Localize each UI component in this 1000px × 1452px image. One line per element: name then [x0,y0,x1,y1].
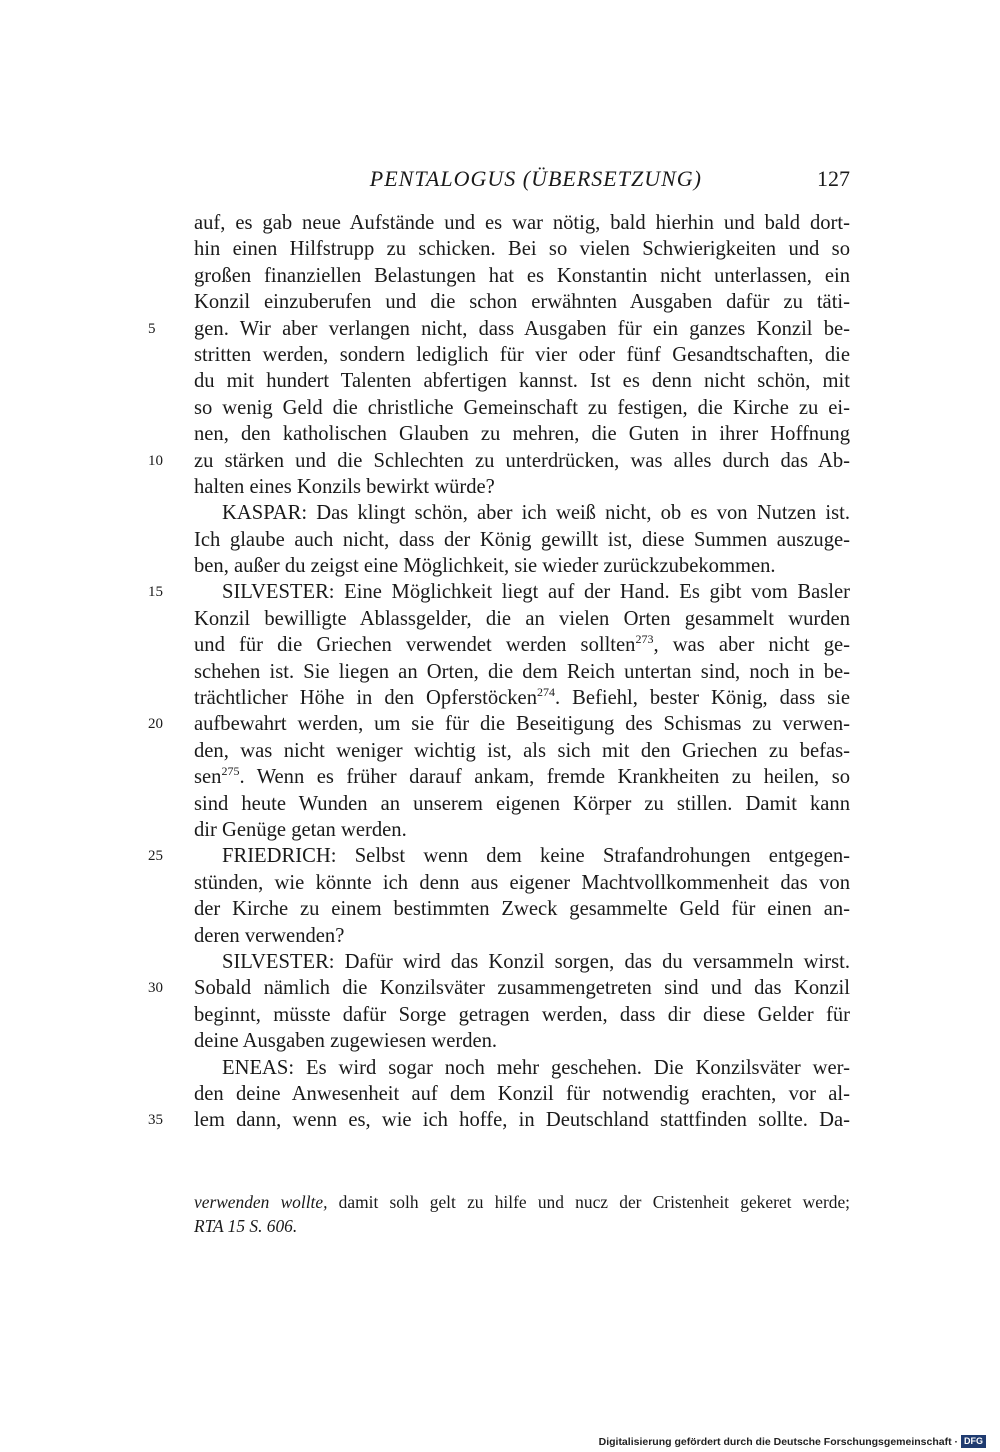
text-line [194,738,850,764]
line-text [194,632,850,658]
line-segment: lem dann, wenn es, wie ich hoffe, in Deutschland stattfinden sollte. Da- [194,1109,850,1132]
line-text [194,263,850,289]
line-text [194,659,850,685]
line-text [194,1028,850,1054]
footnote-line [194,1190,850,1214]
text-line [194,553,850,579]
line-segment: Konzil bewilligte Ablassgelder, die an vielen Orten gesammelt wurden [194,607,850,630]
line-text [194,711,850,737]
line-number: 35 [148,1112,163,1129]
text-line [148,843,850,869]
line-text [194,1055,850,1081]
line-text [194,342,850,368]
text-line [194,474,850,500]
line-text [194,738,850,764]
footnote-italic: verwenden wollte, [194,1192,328,1212]
running-title: PENTALOGUS (ÜBERSETZUNG) [369,166,702,191]
line-text [194,1081,850,1107]
line-text [194,368,850,394]
line-segment: sen [194,766,222,789]
line-text [194,843,850,869]
line-text [194,949,850,975]
line-segment: FRIEDRICH: Selbst wenn dem keine Strafandrohungen entgegen- [222,845,850,868]
line-text [194,448,850,474]
line-text [194,553,850,579]
line-segment: trächtlicher Höhe in den Opferstöcken [194,687,537,710]
line-text [194,1107,850,1133]
line-segment: zu stärken und die Schlechten zu unterdrücken, was alles durch das Ab- [194,449,850,472]
line-number: 25 [148,848,163,865]
line-text [194,579,850,605]
text-line [194,923,850,949]
line-segment: stritten werden, sondern lediglich für vier oder fünf Gesandtschaften, die [194,343,850,366]
text-line [148,975,850,1001]
line-number: 10 [148,452,163,469]
line-number: 30 [148,980,163,997]
line-text [194,316,850,342]
text-line [194,210,850,236]
line-segment: sind heute Wunden an unserem eigenen Körper zu stillen. Damit kann [194,792,850,815]
dfg-logo: DFG [961,1435,986,1448]
text-line [194,659,850,685]
text-line [194,949,850,975]
line-text [194,500,850,526]
line-segment: . Befiehl, bester König, dass sie [555,687,850,710]
line-segment: halten eines Konzils bewirkt würde? [194,475,495,498]
line-segment: dir Genüge getan werden. [194,818,407,841]
text-line [194,870,850,896]
text-line [194,263,850,289]
footnote-marker: 275 [221,764,240,779]
line-segment: auf, es gab neue Aufstände und es war nötig, bald hierhin und bald dort- [194,212,850,234]
line-text [194,685,850,711]
line-number: 20 [148,716,163,733]
line-segment: KASPAR: Das klingt schön, aber ich weiß nicht, ob es von Nutzen ist. [222,502,850,525]
line-text [194,817,850,843]
line-segment: , was aber nicht ge- [653,634,850,657]
main-text [148,210,850,1134]
text-line [194,632,850,658]
line-segment: und für die Griechen verwendet werden sollten [194,634,636,657]
line-text [194,289,850,315]
line-number: 5 [148,320,156,337]
footnote-marker: 273 [635,632,654,647]
text-line [194,421,850,447]
line-segment: der Kirche zu einem bestimmten Zweck gesammelte Geld für einen an- [194,898,850,921]
text-line [148,1107,850,1133]
line-segment: . Wenn es früher darauf ankam, fremde Krankheiten zu heilen, so [239,766,850,789]
line-segment: SILVESTER: Dafür wird das Konzil sorgen, das du versammeln wirst. [222,950,850,973]
line-segment: Ich glaube auch nicht, dass der König gewillt ist, diese Summen auszuge- [194,528,850,551]
line-segment: den deine Anwesenheit auf dem Konzil für notwendig erachten, vor al- [194,1082,850,1105]
text-line [194,527,850,553]
line-text [194,870,850,896]
footnote-marker: 274 [537,685,555,700]
page-number: 127 [817,166,850,191]
text-line [194,817,850,843]
text-line [194,764,850,790]
line-segment: so wenig Geld die christliche Gemeinschaft zu festigen, die Kirche zu ei- [194,396,850,419]
line-segment: großen finanziellen Belastungen hat es Konstantin nicht unterlassen, ein [194,264,850,287]
line-text [194,791,850,817]
line-text [194,527,850,553]
line-segment: stünden, wie könnte ich denn aus eigener Machtvollkommenheit das von [194,871,850,894]
line-text [194,474,850,500]
line-segment: nen, den katholischen Glauben zu mehren, die Guten in ihrer Hoffnung [194,423,850,446]
text-line [194,1055,850,1081]
line-segment: beginnt, müsste dafür Sorge getragen werden, dass dir diese Gelder für [194,1003,850,1026]
line-segment: deren verwenden? [194,924,345,947]
text-line [194,1081,850,1107]
line-text [194,421,850,447]
line-segment: ENEAS: Es wird sogar noch mehr geschehen. Die Konzilsväter wer- [222,1056,850,1079]
line-text [194,975,850,1001]
line-text [194,896,850,922]
digitization-credit [599,1435,986,1449]
line-text [194,764,850,790]
line-segment: gen. Wir aber verlangen nicht, dass Ausgaben für ein ganzes Konzil be- [194,317,850,340]
text-line [148,711,850,737]
line-segment: Konzil einzuberufen und die schon erwähnten Ausgaben dafür zu täti- [194,291,850,314]
text-line [194,342,850,368]
text-line [148,448,850,474]
text-line [194,289,850,315]
line-text [194,923,850,949]
line-text [194,236,850,262]
text-line [194,685,850,711]
line-segment: hin einen Hilfstrupp zu schicken. Bei so vielen Schwierigkeiten und so [194,238,850,261]
line-segment: deine Ausgaben zugewiesen werden. [194,1030,498,1053]
text-line [194,1028,850,1054]
text-line [194,606,850,632]
line-segment: Sobald nämlich die Konzilsväter zusammengetreten sind und das Konzil [194,977,850,1000]
credit-text: Digitalisierung gefördert durch die Deutsche Forschungsgemeinschaft · [598,1436,958,1448]
footnote-reference: RTA 15 S. 606. [194,1216,298,1236]
text-line [194,395,850,421]
text-line [194,896,850,922]
text-line [194,236,850,262]
line-segment: schehen ist. Sie liegen an Orten, die dem Reich untertan sind, noch in be- [194,660,850,683]
footnote [194,1190,850,1238]
line-text [194,1002,850,1028]
line-text [194,210,850,236]
text-line [194,500,850,526]
text-line [194,368,850,394]
line-segment: aufbewahrt werden, um sie für die Beseitigung des Schismas zu verwen- [194,713,850,736]
line-segment: ben, außer du zeigst eine Möglichkeit, sie wieder zurückzubekommen. [194,555,776,578]
text-line [148,316,850,342]
line-segment: SILVESTER: Eine Möglichkeit liegt auf der Hand. Es gibt vom Basler [222,581,850,604]
line-segment: du mit hundert Talenten abfertigen kannst. Ist es denn nicht schön, mit [194,370,850,393]
footnote-text: damit solh gelt zu hilfe und nucz der Cristenheit gekeret werde; [327,1192,850,1212]
line-text [194,606,850,632]
line-text [194,395,850,421]
text-line [148,579,850,605]
line-segment: den, was nicht weniger wichtig ist, als sich mit den Griechen zu befas- [194,739,850,762]
text-line [194,1002,850,1028]
line-number: 15 [148,584,163,601]
text-line [194,791,850,817]
running-header [194,162,850,196]
